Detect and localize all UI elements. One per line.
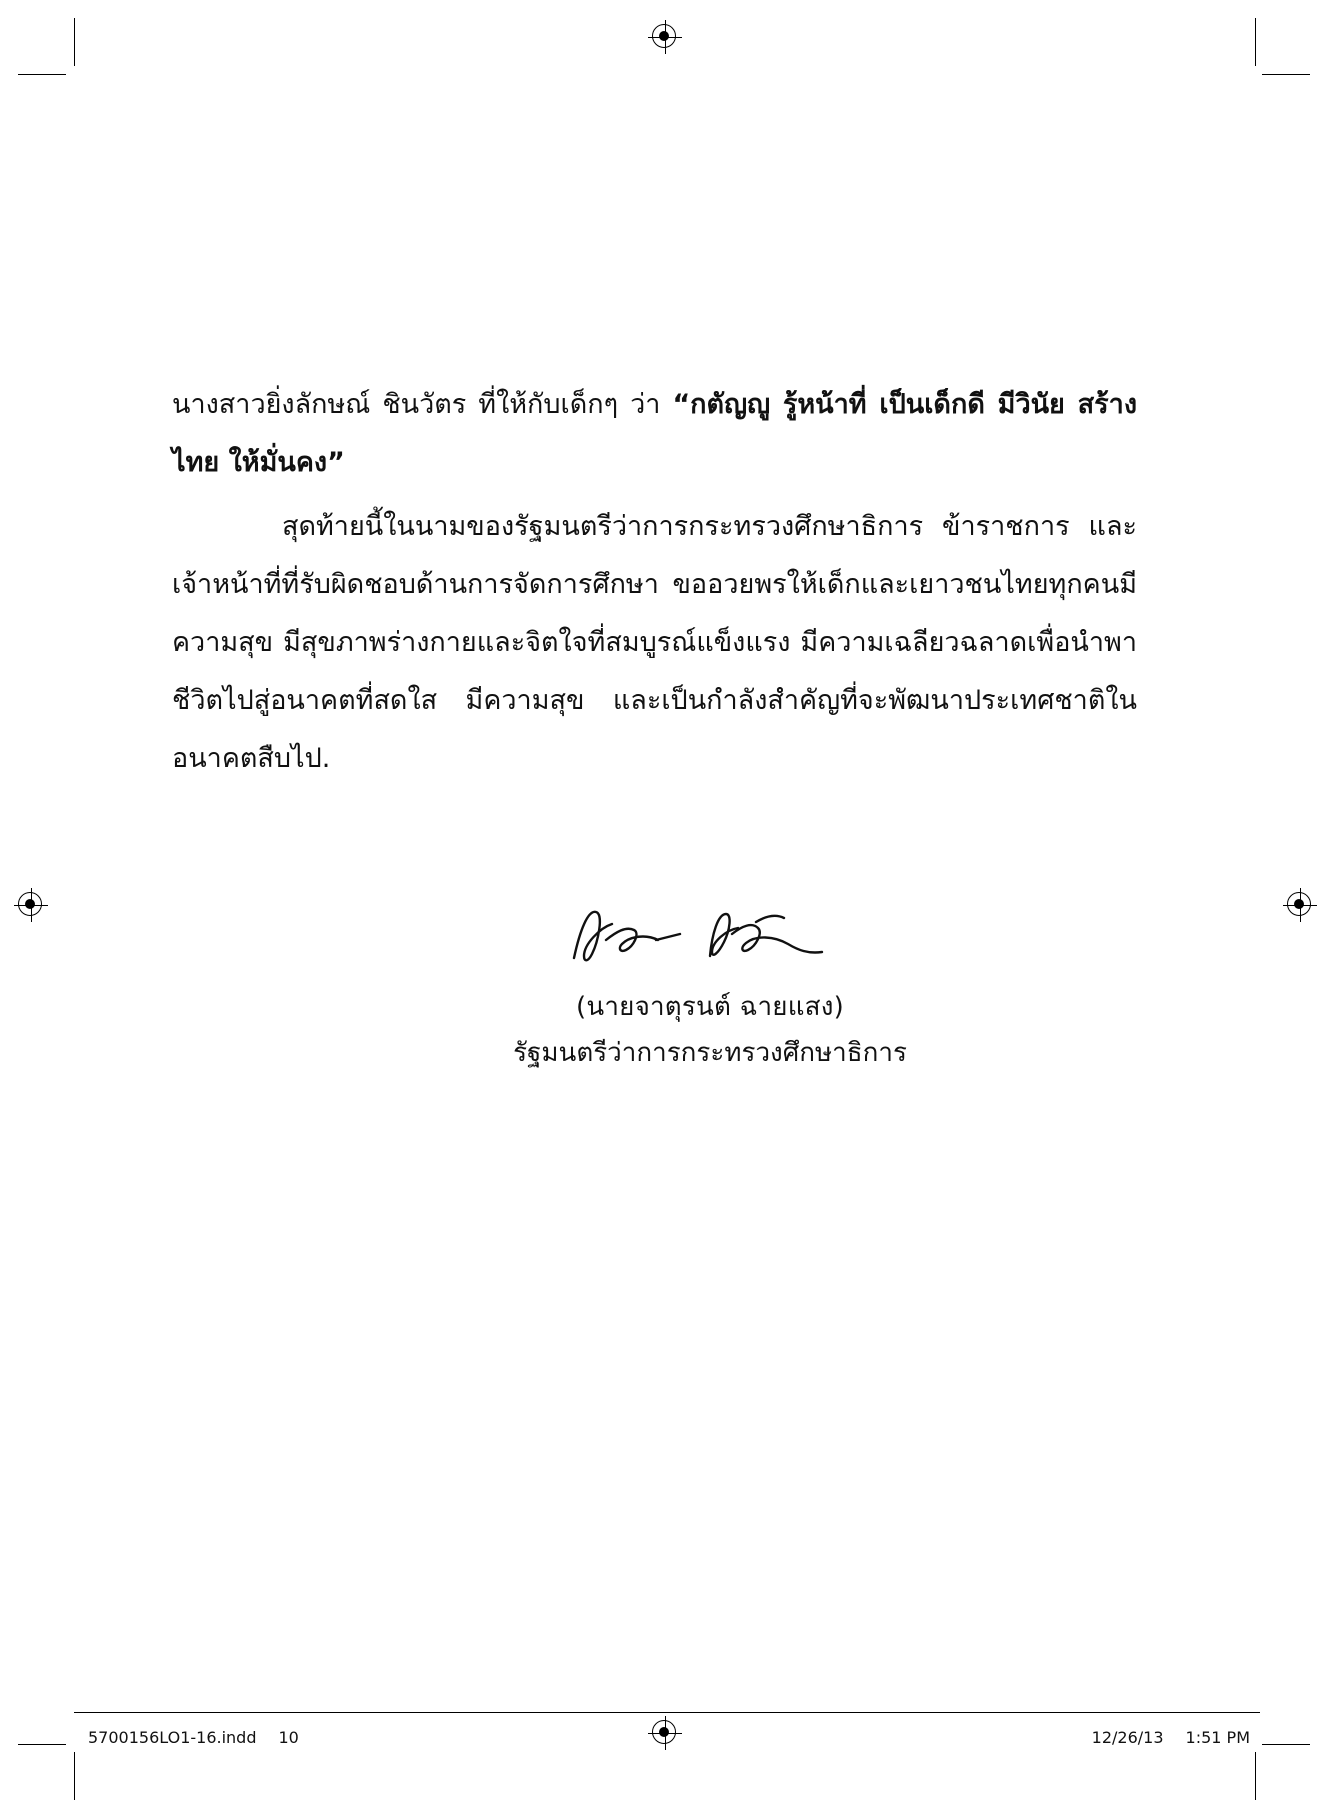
registration-mark-left bbox=[14, 888, 48, 922]
document-body bbox=[172, 376, 1137, 788]
registration-mark-right bbox=[1283, 888, 1317, 922]
closing-paragraph-text: สุดท้ายนี้ในนามของรัฐมนตรีว่าการกระทรวงศึกษาธิการ ข้าราชการ และเจ้าหน้าที่ที่รับผิดชอบด้านการจัดการศึกษา ขออวยพรให้เด็กและเยาวชนไทยทุกคนมีความสุข มีสุขภาพร่างกายและจิตใจที่สมบูรณ์แข็งแรง มีความเฉลียวฉลาดเพื่อนำพาชีวิตไปสู่อนาคตที่สดใส มีความสุข และเป็นกำลังสำคัญที่จะพัฒนาประเทศชาติในอนาคตสืบไป. bbox=[172, 511, 1137, 774]
footer-page-number: 10 bbox=[278, 1728, 299, 1747]
footer-time: 1:51 PM bbox=[1185, 1728, 1250, 1747]
signature-title: รัฐมนตรีว่าการกระทรวงศึกษาธิการ bbox=[513, 1038, 907, 1068]
crop-mark-bottom-left-vertical bbox=[74, 1752, 75, 1800]
crop-mark-bottom-right-horizontal bbox=[1262, 1744, 1310, 1745]
footer-date: 12/26/13 bbox=[1091, 1728, 1164, 1747]
signature-block bbox=[430, 900, 990, 1076]
crop-mark-top-right-vertical bbox=[1255, 18, 1256, 66]
footer-left bbox=[88, 1728, 299, 1747]
closing-paragraph bbox=[172, 498, 1137, 788]
crop-mark-top-left-horizontal bbox=[18, 74, 66, 75]
crop-mark-top-left-vertical bbox=[74, 18, 75, 66]
quote-paragraph bbox=[172, 376, 1137, 492]
footer-slug bbox=[74, 1722, 1260, 1756]
quote-paragraph-quote: “กตัญญู รู้หน้าที่ เป็นเด็กดี มีวินัย สร้างไทย ให้มั่นคง” bbox=[172, 389, 1137, 478]
registration-mark-top bbox=[648, 20, 682, 54]
crop-mark-bottom-left-horizontal bbox=[18, 1744, 66, 1745]
footer-divider bbox=[74, 1712, 1260, 1713]
footer-filename: 5700156LO1-16.indd bbox=[88, 1728, 257, 1747]
signature-name: (นายจาตุรนต์ ฉายแสง) bbox=[576, 992, 844, 1022]
quote-paragraph-lead: นางสาวยิ่งลักษณ์ ชินวัตร ที่ให้กับเด็กๆ ว่า bbox=[172, 389, 673, 420]
handwritten-signature-icon bbox=[560, 900, 860, 976]
crop-mark-bottom-right-vertical bbox=[1255, 1752, 1256, 1800]
footer-right bbox=[1092, 1728, 1250, 1747]
crop-mark-top-right-horizontal bbox=[1262, 74, 1310, 75]
